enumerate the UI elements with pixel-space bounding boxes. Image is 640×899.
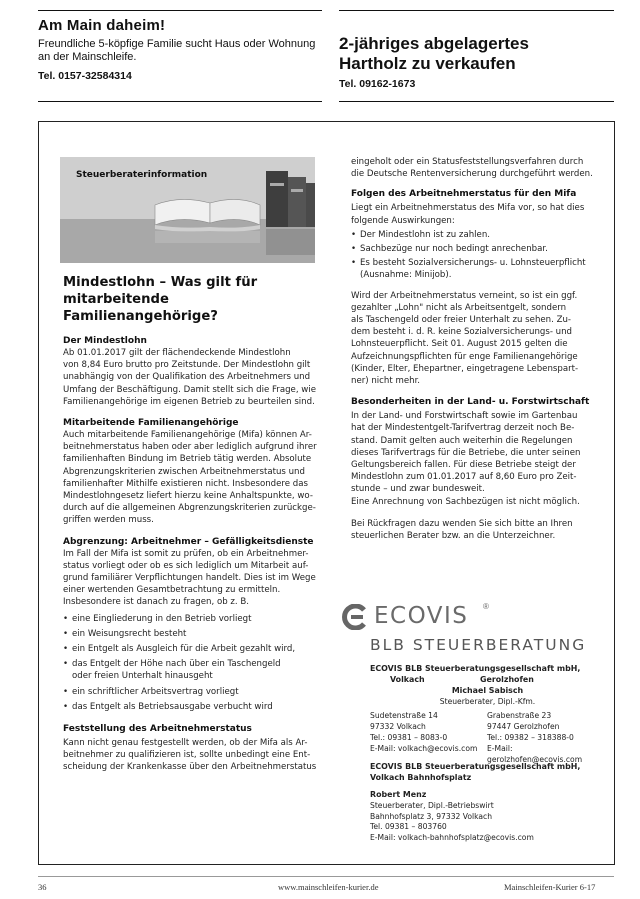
- section-feststellung-text: [63, 737, 320, 774]
- address-columns: [370, 711, 605, 764]
- firm-name-2-branch: Volkach Bahnhofsplatz: [370, 773, 472, 783]
- list-item: [351, 229, 598, 241]
- text-line: stand. Damit gelten auch weiterhin die Regelungen: [351, 435, 573, 446]
- list-item-text: das Entgelt der Höhe nach über ein Taschengeld: [72, 659, 281, 670]
- text-line: scheidung der Krankenkasse über den Arbeitnehmerstatus: [63, 762, 317, 773]
- address-line: Tel.: 09381 – 8083-0: [370, 732, 448, 742]
- address-gerolzhofen: [487, 711, 605, 765]
- address-volkach: [370, 711, 477, 754]
- section-rueckfragen-text: [351, 518, 598, 542]
- text-line: hat der Mindestentgelt-Tarifvertrag derzeit noch Be-: [351, 423, 575, 434]
- footer-url[interactable]: www.mainschleifen-kurier.de: [278, 882, 379, 892]
- address-line: Sudetenstraße 14: [370, 711, 438, 721]
- text-line: Wird der Arbeitnehmerstatus verneint, so ist ein ggf.: [351, 290, 578, 301]
- ad-left-bottom-rule: [38, 101, 322, 102]
- section-landwirtschaft-text: [351, 410, 598, 508]
- ad-left-line1: Freundliche 5-köpfige Familie sucht Haus oder Wohnung: [38, 38, 316, 50]
- address-line: Grabenstraße 23: [487, 711, 552, 721]
- section-folgen-text: [351, 202, 598, 226]
- address-line: 97332 Volkach: [370, 722, 426, 732]
- text-line: griffen werden muss.: [63, 515, 154, 526]
- text-line: Eine Anrechnung von Sachbezügen ist nicht möglich.: [351, 496, 580, 507]
- list-item-text: das Entgelt als Betriebsausgabe verbucht wird: [72, 701, 273, 712]
- ad-right-title-line1: 2-jähriges abgelagertes: [339, 34, 529, 53]
- email-gerolzhofen[interactable]: E-Mail: gerolzhofen@ecovis.com: [487, 743, 583, 764]
- text-line: Auch mitarbeitende Familienangehörige (Mifa) können Ar-: [63, 430, 312, 441]
- section-mindestlohn-text: [63, 347, 320, 408]
- text-line: gezahlter „Lohn" nicht als Arbeitsentgelt, sondern: [351, 302, 567, 313]
- list-item: [351, 243, 598, 255]
- text-line: eingeholt oder ein Statusfeststellungsverfahren durch: [351, 157, 584, 167]
- ad-right-bottom-rule: [339, 101, 614, 102]
- text-line: Familienangehörige im eigenen Betrieb zu beurteilen sind.: [63, 396, 315, 407]
- text-line: status vorliegt oder ob es sich lediglich um Mitarbeit auf-: [63, 560, 309, 571]
- text-line: die Deutsche Rentenversicherung durchgeführt werden.: [351, 169, 593, 180]
- text-line: beitnehmer zu qualifizieren ist, sollte unbedingt eine Ent-: [63, 750, 311, 761]
- text-line: grund familiärer Verpflichtungen handelt. Dies ist im Wege: [63, 573, 316, 584]
- text-line: einer wertenden Gesamtbetrachtung zu ermitteln.: [63, 585, 281, 596]
- text-line: Geltungsbereich fallen. Für diese Betriebe steigt der: [351, 460, 576, 471]
- list-item-text: oder freien Unterhalt hinausgeht: [72, 671, 213, 682]
- section-heading-mindestlohn: Der Mindestlohn: [63, 336, 147, 346]
- address-line: Steuerberater, Dipl.-Betriebswirt: [370, 800, 494, 810]
- address-line: Tel. 09381 – 803760: [370, 822, 447, 832]
- text-line: Im Fall der Mifa ist somit zu prüfen, ob ein Arbeitnehmer-: [63, 548, 309, 559]
- text-line: folgende Auswirkungen:: [351, 215, 455, 226]
- text-line: Insbesondere ist danach zu fragen, ob z. B.: [63, 597, 250, 608]
- article-headline-line1: Mindestlohn – Was gilt für: [63, 275, 258, 290]
- text-line: von 8,84 Euro brutto pro Zeitstunde. Der Mindestlohn gilt: [63, 360, 311, 371]
- list-item: [63, 701, 320, 713]
- text-line: als Taschengeld oder freier Unterhalt zu sehen. Zu-: [351, 315, 572, 326]
- list-item: [63, 686, 320, 698]
- ecovis-logo: [342, 604, 602, 664]
- section-heading-folgen: Folgen des Arbeitnehmerstatus für den Mifa: [351, 189, 577, 200]
- list-item: [351, 257, 598, 281]
- section-heading-familienangehoerige: Mitarbeitende Familienangehörige: [63, 418, 239, 429]
- firm-name-2: ECOVIS BLB Steuerberatungsgesellschaft mbH,: [370, 762, 581, 772]
- article-left-column: [63, 274, 320, 774]
- firm-name: ECOVIS BLB Steuerberatungsgesellschaft mbH,: [370, 664, 581, 673]
- text-line: familienhafter Mithilfe existieren nicht. Insbesondere das: [63, 478, 308, 489]
- text-line: Ab 01.01.2017 gilt der flächendeckende Mindestlohn: [63, 348, 291, 358]
- firm-locations: [370, 675, 605, 686]
- tax-books-photo: [60, 157, 315, 263]
- ad-left-tel: Tel. 0157-32584314: [38, 70, 132, 82]
- company-contact: [370, 664, 605, 844]
- abgrenzung-criteria-list: [63, 613, 320, 713]
- email-volkach[interactable]: E-Mail: volkach@ecovis.com: [370, 743, 478, 753]
- text-line: stunde – und zwar bundesweit.: [351, 484, 485, 495]
- ad-left-line2: an der Mainschleife.: [38, 51, 137, 63]
- folgen-list: [351, 229, 598, 282]
- person-name-2: Robert Menz: [370, 789, 427, 799]
- list-item-text: ein schriftlicher Arbeitsvertrag vorliegt: [72, 686, 239, 697]
- ad-right-title-line2: Hartholz zu verkaufen: [339, 54, 516, 73]
- text-line: familienhaften Bindung im Betrieb tätig werden. Absolute: [63, 454, 312, 465]
- section-heading-feststellung: Feststellung des Arbeitnehmerstatus: [63, 724, 252, 735]
- list-item-text: Der Mindestlohn ist zu zahlen.: [360, 229, 491, 240]
- ad-left-top-rule: [38, 10, 322, 11]
- image-label: Steuerberaterinformation: [76, 170, 208, 180]
- text-line: Aufzeichnungspflichten für enge Familienangehörige: [351, 351, 578, 362]
- text-line: Liegt ein Arbeitnehmerstatus des Mifa vor, so hat dies: [351, 203, 585, 214]
- address-line: Tel.: 09382 – 318388-0: [487, 732, 574, 742]
- text-line: unabhängig von der Qualifikation des Arbeitnehmers und: [63, 372, 311, 383]
- section-familienangehoerige-text: [63, 429, 320, 527]
- email-bahnhofsplatz[interactable]: E-Mail: volkach-bahnhofsplatz@ecovis.com: [370, 833, 534, 843]
- article-right-column: [351, 156, 598, 542]
- list-item-text: Sachbezüge nur noch bedingt anrechenbar.: [360, 244, 548, 255]
- footer-issue: Mainschleifen-Kurier 6-17: [504, 882, 596, 892]
- person-name: Michael Sabisch: [451, 685, 524, 695]
- ecovis-subtitle: BLB STEUERBERATUNG: [370, 636, 587, 654]
- text-line: Kann nicht genau festgestellt werden, ob der Mifa als Ar-: [63, 738, 308, 749]
- ecovis-registered-mark: ®: [483, 602, 489, 611]
- footer-page-number: 36: [38, 882, 47, 892]
- person-title: Steuerberater, Dipl.-Kfm.: [439, 696, 536, 706]
- text-line: In der Land- und Forstwirtschaft sowie im Gartenbau: [351, 411, 578, 422]
- ad-right-tel: Tel. 09162-1673: [339, 78, 416, 90]
- text-line: Abgrenzungskriterien zwischen Arbeitnehmerstatus und: [63, 466, 305, 477]
- list-item-text: ein Entgelt als Ausgleich für die Arbeit gezahlt wird,: [72, 644, 296, 655]
- text-line: dem besteht i. d. R. keine Sozialversicherungs- und: [351, 327, 573, 338]
- section-heading-landwirtschaft: Besonderheiten in der Land- u. Forstwirtschaft: [351, 397, 590, 408]
- list-item: [63, 613, 320, 625]
- text-line: beitnehmerstatus haben oder aber lediglich aufgrund ihrer: [63, 442, 317, 453]
- ecovis-logo-icon: [342, 604, 368, 630]
- list-item: [63, 643, 320, 655]
- text-line: Bei Rückfragen dazu wenden Sie sich bitte an Ihren: [351, 518, 573, 529]
- text-line: steuerlichen Berater bzw. an die Unterzeichner.: [351, 531, 556, 542]
- list-item-text: ein Weisungsrecht besteht: [72, 628, 187, 639]
- list-item: [63, 658, 320, 682]
- text-line: ner) nicht mehr.: [351, 376, 421, 387]
- text-line: durch auf die allgemeinen Abgrenzungskriterien zurückge-: [63, 503, 316, 514]
- text-line: Lohnsteuerpflicht. Seit 01. August 2015 gelten die: [351, 339, 568, 350]
- address-line: Bahnhofsplatz 3, 97332 Volkach: [370, 811, 493, 821]
- text-line: Umfang der Beschäftigung. Damit stellt sich die Frage, wie: [63, 384, 316, 395]
- ad-left-title: Am Main daheim!: [38, 17, 166, 34]
- ad-right: [339, 34, 614, 90]
- ad-left: [38, 17, 324, 82]
- list-item: [63, 628, 320, 640]
- text-line: Mindestlohn zum 01.01.2017 auf 8,60 Euro pro Zeit-: [351, 472, 577, 483]
- section-status-continuation: [351, 156, 598, 180]
- text-line: (Kinder, Elter, Ehepartner, eingetragene Lebenspart-: [351, 363, 579, 374]
- text-line: Mindestlohngesetz liefert hierzu keine Anhaltspunkte, wo-: [63, 491, 313, 502]
- ecovis-logo-word: ECOVIS: [374, 603, 469, 629]
- footer-rule: [38, 876, 614, 877]
- section-heading-abgrenzung: Abgrenzung: Arbeitnehmer – Gefälligkeitsdienste: [63, 536, 314, 547]
- location-volkach: Volkach: [390, 674, 425, 684]
- address-line: 97447 Gerolzhofen: [487, 722, 560, 732]
- list-item-text: (Ausnahme: Minijob).: [360, 270, 452, 281]
- list-item-text: Es besteht Sozialversicherungs- u. Lohnsteuerpflicht: [360, 258, 586, 269]
- ad-right-top-rule: [339, 10, 614, 11]
- article-headline-line2: mitarbeitende Familienangehörige?: [63, 292, 218, 324]
- location-gerolzhofen: Gerolzhofen: [480, 674, 534, 684]
- list-item-text: eine Eingliederung in den Betrieb vorliegt: [72, 613, 252, 624]
- section-abgrenzung-text: [63, 548, 320, 609]
- section-verneint-text: [351, 290, 598, 388]
- text-line: dieses Tarifvertrags für die Betriebe, die unter seinen: [351, 447, 581, 458]
